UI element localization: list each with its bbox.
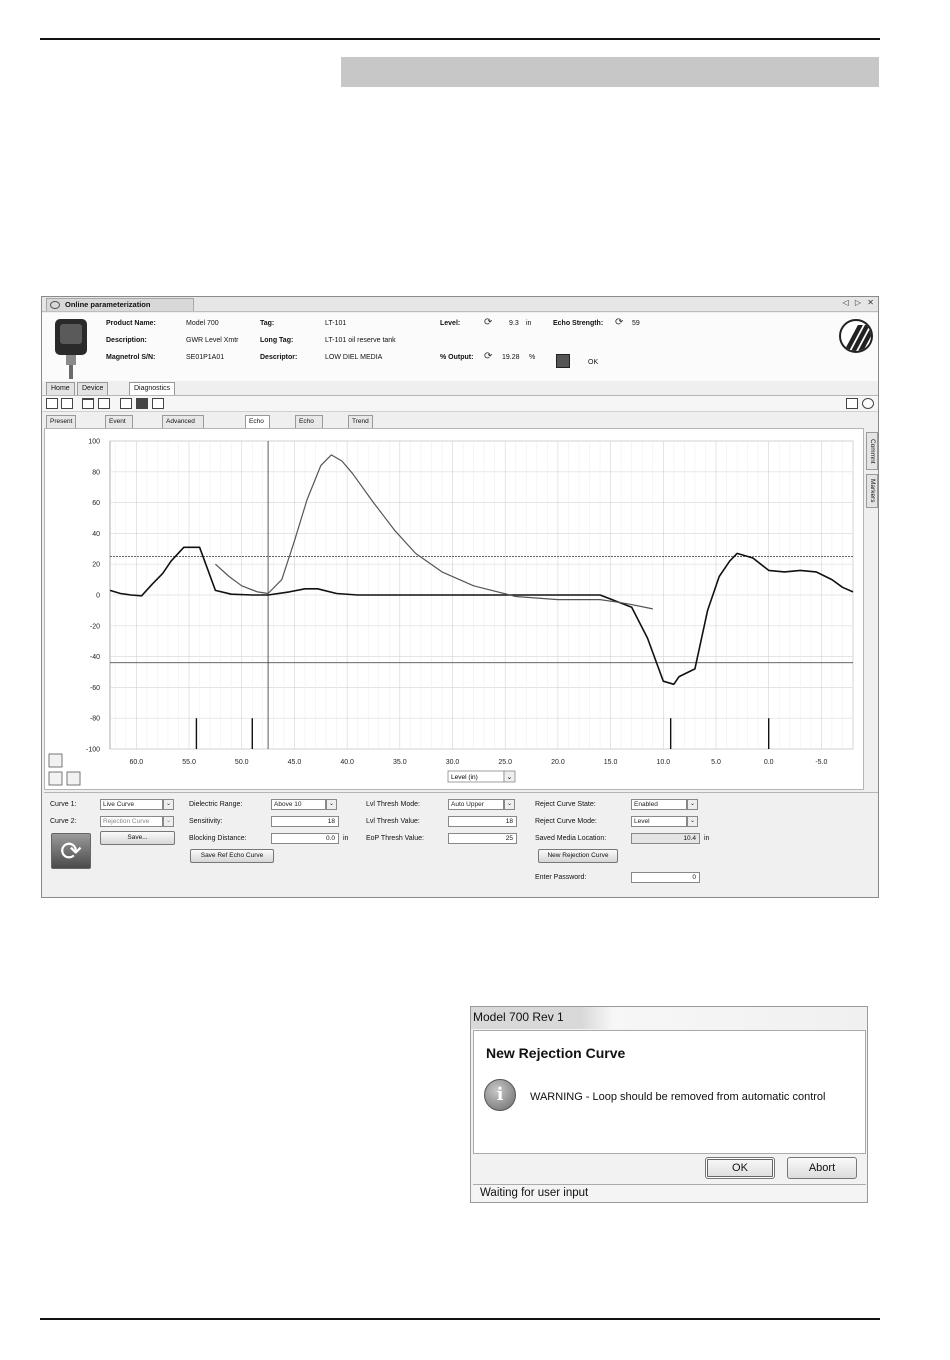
echo-curve-controls <box>44 792 878 896</box>
curve1-select[interactable]: Live Curve ⌄ <box>100 799 163 810</box>
tab-advanced-diagnostics[interactable]: Advanced <box>162 415 204 428</box>
window-icon[interactable] <box>846 398 858 409</box>
echo-refresh-icon[interactable]: ⟳ <box>615 317 624 328</box>
serial-number-value: SE01P1A01 <box>186 354 225 361</box>
zoom-y-icon[interactable] <box>49 754 62 767</box>
tab-home[interactable]: Home <box>46 382 75 395</box>
level-value: 9.3 <box>509 320 519 327</box>
eop-thresh-value-label: EoP Thresh Value: <box>366 835 424 842</box>
saved-media-location-label: Saved Media Location: <box>535 835 607 842</box>
echo-curve-chart-area <box>44 428 864 790</box>
chevron-down-icon: ⌄ <box>687 799 698 810</box>
curve1-label: Curve 1: <box>50 801 77 808</box>
saved-media-location-value: 10.4 <box>631 833 700 844</box>
save-button[interactable]: Save... <box>100 831 175 845</box>
x-tick-label: 0.0 <box>763 759 774 766</box>
enter-password-label: Enter Password: <box>535 874 587 881</box>
device-image <box>51 319 91 379</box>
serial-number-label: Magnetrol S/N: <box>106 354 156 361</box>
info-icon: i <box>484 1079 516 1111</box>
tab-trend-data[interactable]: Trend <box>348 415 373 428</box>
new-rejection-curve-dialog <box>470 1006 868 1203</box>
window-title-text: Online parameterization <box>65 300 151 309</box>
refresh-icon[interactable]: ⟳ <box>51 833 91 869</box>
x-tick-label: 10.0 <box>656 759 671 766</box>
y-tick-label: -20 <box>89 623 100 631</box>
bottom-rule <box>40 1318 880 1320</box>
dielectric-label: Dielectric Range: <box>189 801 243 808</box>
window-controls[interactable]: ◁ ▷ ✕ <box>842 298 876 307</box>
tab-present-status[interactable]: Present <box>46 415 76 428</box>
tab-event-history[interactable]: Event <box>105 415 133 428</box>
curve2-label: Curve 2: <box>50 818 77 825</box>
y-tick-label: -100 <box>85 746 100 754</box>
lvl-thresh-value-label: Lvl Thresh Value: <box>366 818 420 825</box>
output-label: % Output: <box>440 354 474 361</box>
new-rejection-curve-button[interactable]: New Rejection Curve <box>538 849 618 863</box>
chevron-down-icon: ⌄ <box>687 816 698 827</box>
echo-strength-value: 59 <box>632 320 640 327</box>
abort-button[interactable]: Abort <box>787 1157 857 1179</box>
status-indicator <box>556 354 570 368</box>
long-tag-label: Long Tag: <box>260 337 294 344</box>
output-refresh-icon[interactable]: ⟳ <box>484 351 493 362</box>
online-parameterization-window <box>41 296 879 898</box>
chevron-down-icon: ⌄ <box>163 816 174 827</box>
side-tab-comment[interactable]: Commnt <box>866 432 878 470</box>
y-tick-label: 20 <box>92 561 100 569</box>
x-tick-label: 40.0 <box>340 759 354 766</box>
layout-icon[interactable] <box>46 398 58 409</box>
side-tab-markers[interactable]: Markers <box>866 474 878 508</box>
tab-echo-curve[interactable]: Echo <box>245 415 270 428</box>
panel-icon[interactable] <box>61 398 73 409</box>
y-tick-label: 0 <box>96 592 100 600</box>
chevron-down-icon: ⌄ <box>326 799 337 810</box>
reject-curve-mode-select[interactable]: Level ⌄ <box>631 816 687 827</box>
header-band <box>341 57 879 87</box>
descriptor-label: Descriptor: <box>260 354 298 361</box>
y-tick-label: -80 <box>89 715 100 723</box>
lvl-thresh-value-input[interactable]: 18 <box>448 816 517 827</box>
magnetrol-logo <box>839 319 873 353</box>
help-icon[interactable] <box>862 398 874 409</box>
lvl-thresh-mode-select[interactable]: Auto Upper ⌄ <box>448 799 504 810</box>
level-refresh-icon[interactable]: ⟳ <box>484 317 493 328</box>
y-tick-label: -40 <box>89 654 100 662</box>
chart-icon[interactable] <box>152 398 164 409</box>
dialog-status-bar: Waiting for user input <box>473 1184 866 1202</box>
save-ref-echo-curve-button[interactable]: Save Ref Echo Curve <box>190 849 274 863</box>
y-tick-label: 40 <box>92 530 100 538</box>
x-tick-label: 5.0 <box>711 759 721 766</box>
dialog-heading: New Rejection Curve <box>486 1045 626 1061</box>
echo-strength-label: Echo Strength: <box>553 320 604 327</box>
window-title[interactable] <box>46 298 194 311</box>
x-axis-label: Level (in) <box>451 774 478 781</box>
chevron-down-icon: ⌄ <box>504 799 515 810</box>
tag-value: LT-101 <box>325 320 347 327</box>
dialog-title: Model 700 Rev 1 <box>471 1007 867 1029</box>
image-icon[interactable] <box>136 398 148 409</box>
eop-thresh-value-input[interactable]: 25 <box>448 833 517 844</box>
y-tick-label: -60 <box>89 684 100 692</box>
product-name-label: Product Name: <box>106 320 156 327</box>
tag-label: Tag: <box>260 320 275 327</box>
x-tick-label: 60.0 <box>129 759 144 766</box>
blocking-distance-unit: in <box>343 835 349 842</box>
top-rule <box>40 38 880 40</box>
y-tick-label: 80 <box>92 469 100 477</box>
zoom-x-icon[interactable] <box>49 772 62 785</box>
reject-curve-state-label: Reject Curve State: <box>535 801 596 808</box>
y-tick-label: 60 <box>92 500 100 508</box>
saved-media-location-unit: in <box>704 835 710 842</box>
level-label: Level: <box>440 320 461 327</box>
blocking-distance-input[interactable]: 0.0 <box>271 833 339 844</box>
curve2-select[interactable]: Rejection Curve ⌄ <box>100 816 163 827</box>
export-icon[interactable] <box>120 398 132 409</box>
descriptor-value: LOW DIEL MEDIA <box>325 354 383 361</box>
print-icon[interactable] <box>98 398 110 409</box>
x-tick-label: 30.0 <box>445 759 460 766</box>
tab-diagnostics[interactable]: Diagnostics <box>129 382 175 396</box>
dielectric-select[interactable]: Above 10 ⌄ <box>271 799 326 810</box>
output-unit: % <box>529 354 536 361</box>
save-icon[interactable] <box>82 398 94 409</box>
product-name-value: Model 700 <box>186 320 219 327</box>
dialog-message: WARNING - Loop should be removed from automatic control <box>530 1091 826 1103</box>
y-tick-label: 100 <box>88 438 100 446</box>
reject-curve-state-select[interactable]: Enabled ⌄ <box>631 799 687 810</box>
window-titlebar <box>42 297 878 312</box>
x-tick-label: 20.0 <box>551 759 565 766</box>
tab-device-setup[interactable]: Device <box>77 382 108 395</box>
x-tick-label: 55.0 <box>182 759 196 766</box>
device-info-bar <box>42 313 878 381</box>
x-tick-label: -5.0 <box>815 759 828 766</box>
status-text: OK <box>588 359 599 366</box>
tab-echo-history[interactable]: Echo <box>295 415 323 428</box>
x-tick-label: 50.0 <box>234 759 249 766</box>
sensitivity-label: Sensitivity: <box>189 818 223 825</box>
x-tick-label: 25.0 <box>498 759 513 766</box>
description-label: Description: <box>106 337 147 344</box>
ok-button[interactable]: OK <box>705 1157 775 1179</box>
echo-curve-chart[interactable] <box>45 429 865 791</box>
sensitivity-input[interactable]: 18 <box>271 816 339 827</box>
app-icon <box>50 301 60 309</box>
output-value: 19.28 <box>502 354 520 361</box>
x-tick-label: 35.0 <box>393 759 407 766</box>
chevron-down-icon: ⌄ <box>163 799 174 810</box>
level-unit: in <box>526 320 532 327</box>
x-tick-label: 15.0 <box>603 759 618 766</box>
chevron-down-icon: ⌄ <box>506 774 513 781</box>
dialog-body <box>473 1030 866 1154</box>
blocking-distance-label: Blocking Distance: <box>189 835 247 842</box>
long-tag-value: LT-101 oil reserve tank <box>325 337 396 344</box>
reject-curve-mode-label: Reject Curve Mode: <box>535 818 597 825</box>
description-value: GWR Level Xmtr <box>186 337 239 344</box>
x-tick-label: 45.0 <box>287 759 302 766</box>
pan-icon[interactable] <box>67 772 80 785</box>
toolbar <box>42 395 878 412</box>
lvl-thresh-mode-label: Lvl Thresh Mode: <box>366 801 420 808</box>
x-axis-unit-select[interactable] <box>448 771 515 782</box>
password-input[interactable]: 0 <box>631 872 700 883</box>
